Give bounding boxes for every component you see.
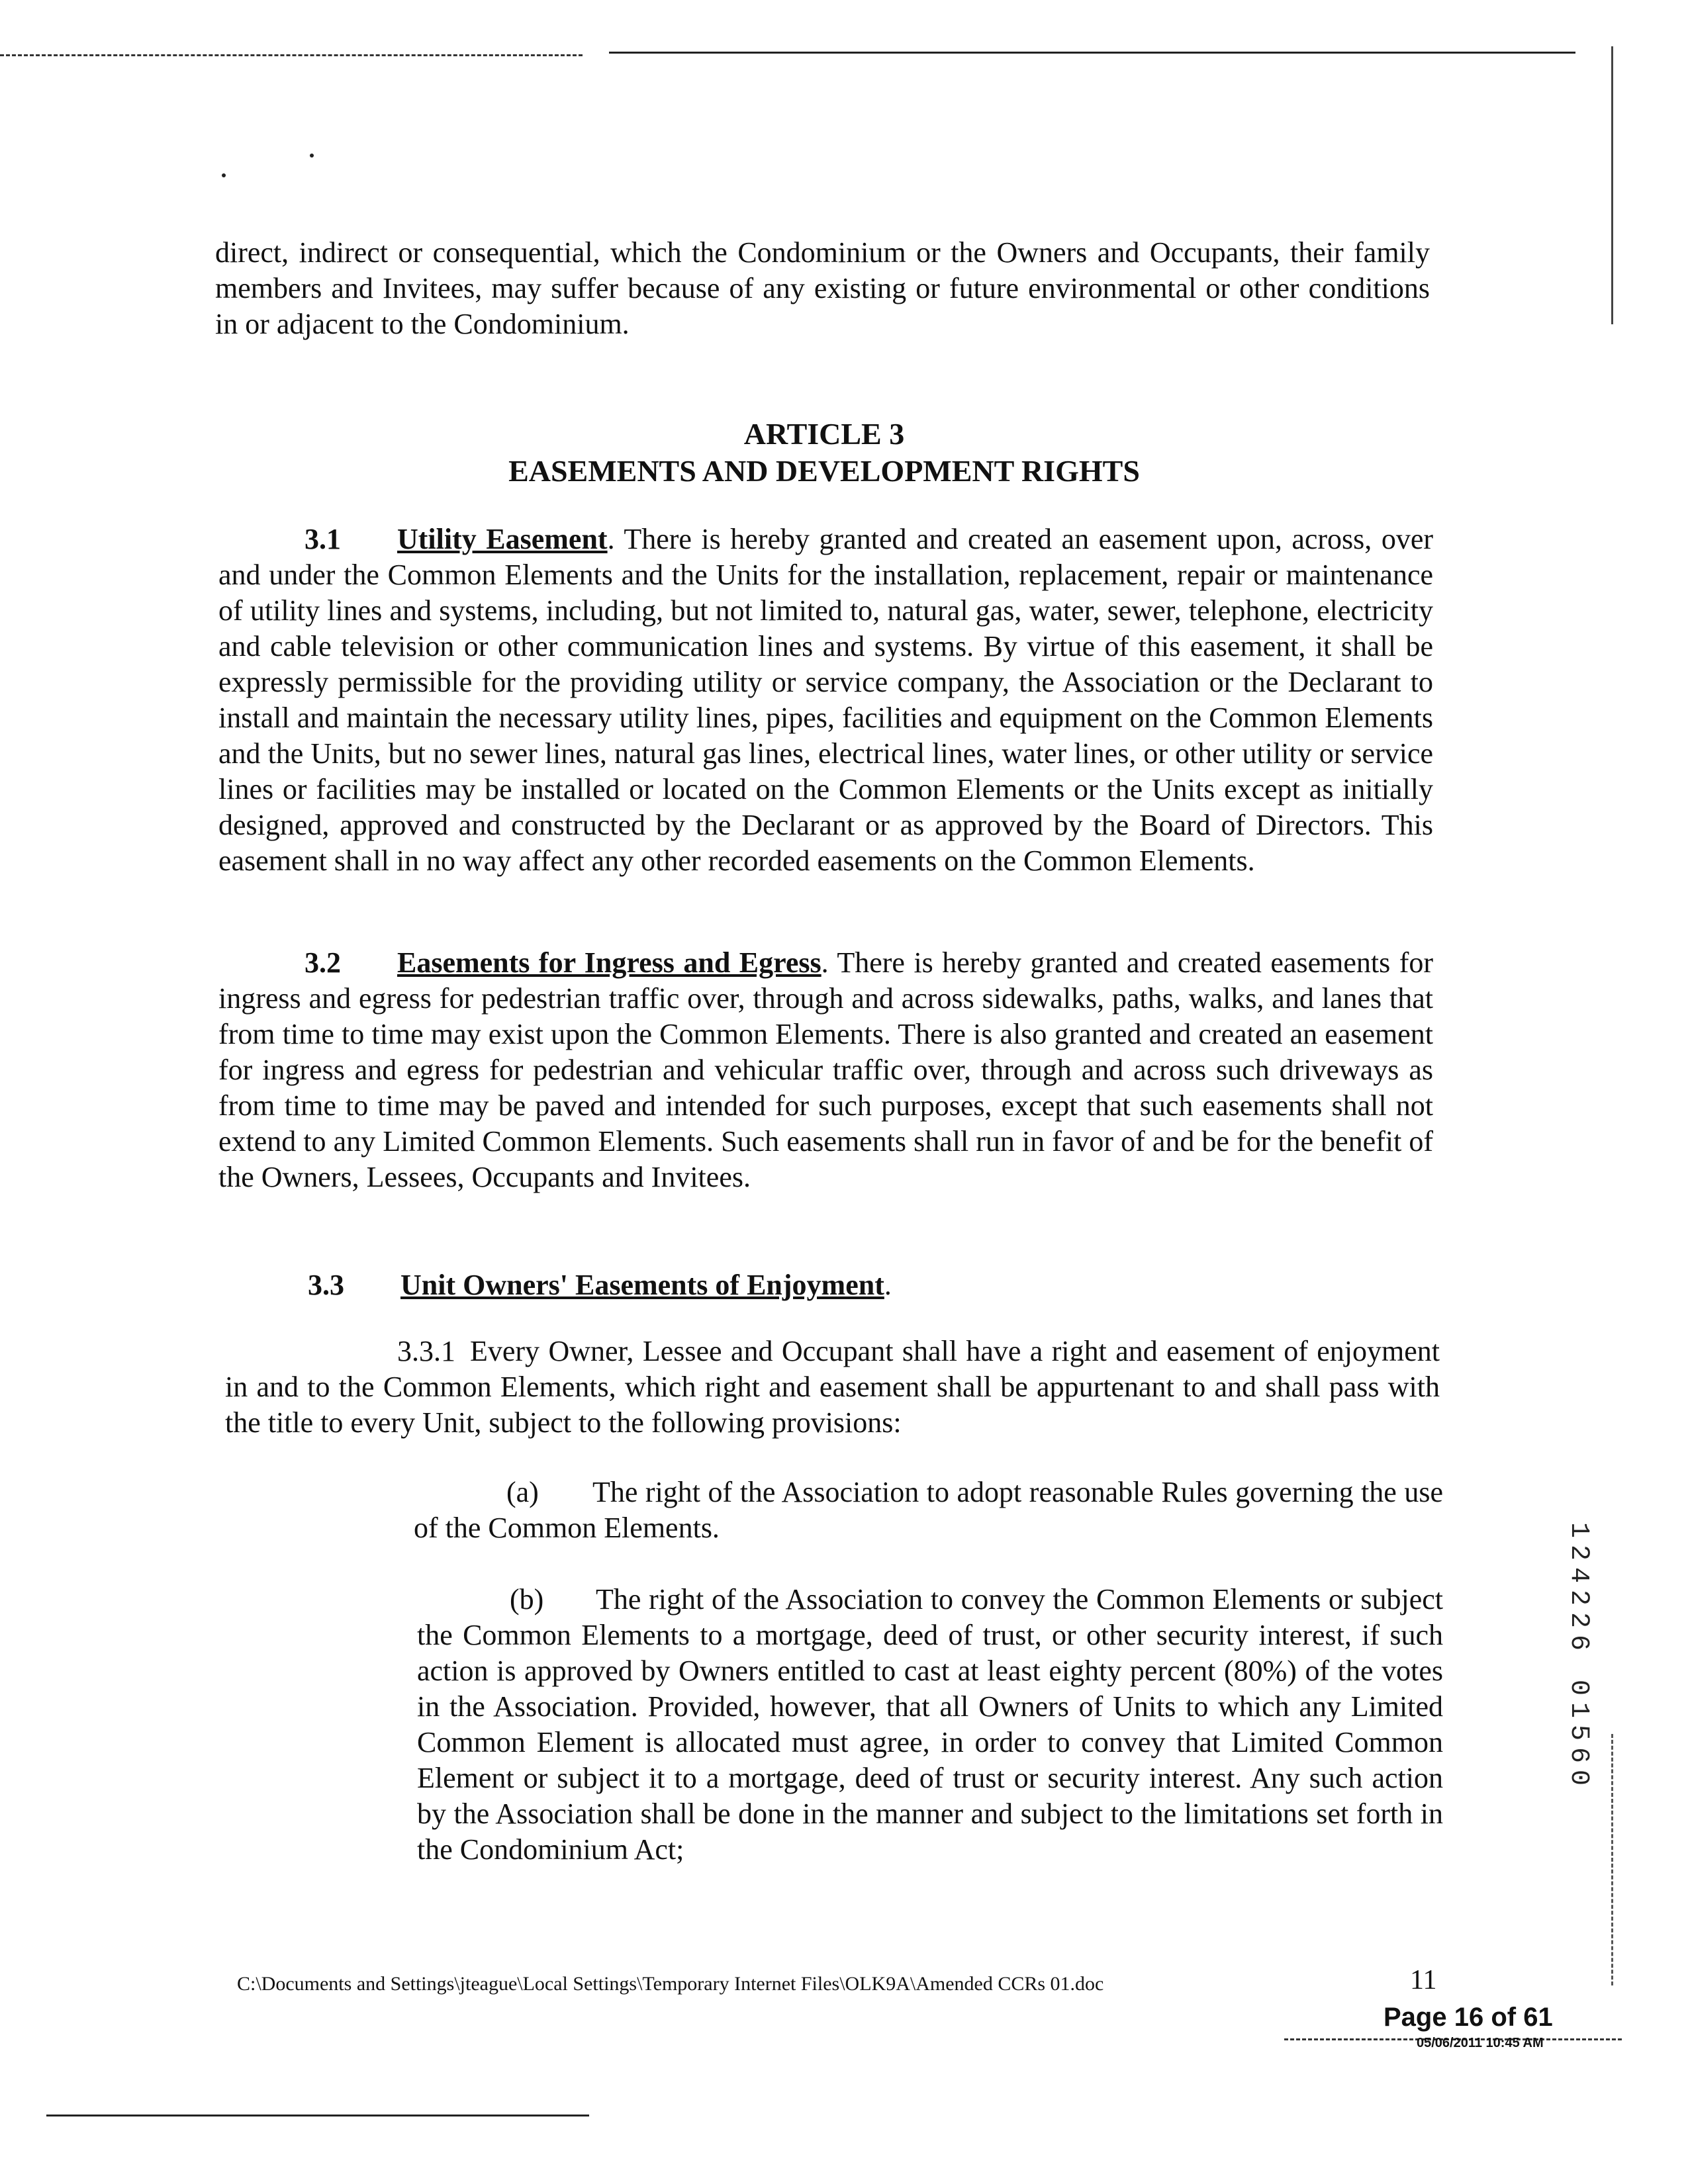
subsection-body: Every Owner, Lessee and Occupant shall have a right and easement of enjoyment in and to the Common Elements, which right and easement shall be appurtenant to and shall pass with the title to every Unit, subject to the following provisions: [225, 1335, 1440, 1439]
footer-page-number: 11 [1410, 1965, 1437, 1995]
scan-speck [222, 173, 226, 177]
bottom-scan-line-left [46, 2115, 589, 2116]
section-3-3-1 [225, 1334, 1440, 1441]
subsection-number: 3.3.1 [397, 1335, 455, 1367]
section-number: 3.2 [305, 946, 341, 979]
provision-a [414, 1475, 1443, 1546]
section-title: Unit Owners' Easements of Enjoyment [400, 1269, 884, 1301]
section-body: . There is hereby granted and created easements for ingress and egress for pedestrian traffic over, through and across sidewalks, paths, walks, and lanes that from time to time may exist upon the Common Elements. There is also granted and created an easement for ingress and egress for pedestrian and vehicular traffic over, through and across such driveways as from time to time may be paved and intended for such purposes, except that such easements shall not extend to any Limited Common Elements. Such easements shall run in favor of and be for the benefit of the Owners, Lessees, Occupants and Invitees. [218, 946, 1433, 1193]
intro-paragraph: direct, indirect or consequential, which the Condominium or the Owners and Occupants, their family members and Invitees, may suffer because of any existing or future environmental or other conditions in or adjacent to the Condominium. [215, 236, 1430, 340]
section-title-suffix: . [884, 1269, 892, 1301]
recorder-page-stamp: Page 16 of 61 [1383, 2003, 1553, 2032]
provision-label: (b) [510, 1583, 544, 1615]
scan-speck [310, 154, 314, 158]
section-number: 3.3 [308, 1269, 344, 1301]
provision-label: (a) [506, 1476, 539, 1508]
right-scan-edge [1611, 46, 1613, 324]
recorder-date-stamp: 05/06/2011 10:45 AM [1417, 2036, 1544, 2050]
footer-file-path: C:\Documents and Settings\jteague\Local Settings\Temporary Internet Files\OLK9A\Amended CCRs 01.doc [237, 1973, 1104, 1995]
section-3-1 [218, 522, 1433, 879]
section-number: 3.1 [305, 523, 341, 555]
section-3-2 [218, 945, 1433, 1195]
right-scan-edge-lower [1611, 1734, 1613, 1985]
section-body: . There is hereby granted and created an easement upon, across, over and under the Common Elements and the Units for the installation, replacement, repair or maintenance of utility lines and systems, including, but not limited to, natural gas, water, sewer, telephone, electricity and cable television or other communication lines and systems. By virtue of this easement, it shall be expressly permissible for the providing utility or service company, the Association or the Declarant to install and maintain the necessary utility lines, pipes, facilities and equipment on the Common Elements and the Units, but no sewer lines, natural gas lines, electrical lines, water lines, or other utility or service lines or facilities may be installed or located on the Common Elements or the Units except as initially designed, approved and constructed by the Declarant or as approved by the Board of Directors. This easement shall in no way affect any other recorded easements on the Common Elements. [218, 523, 1434, 877]
top-scan-line-left [0, 54, 583, 56]
article-number: ARTICLE 3 [743, 417, 905, 451]
provision-b [417, 1582, 1443, 1868]
section-3-3 [222, 1267, 1436, 1303]
recording-margin-code: 124226 01560 [1564, 1522, 1593, 1793]
section-title: Easements for Ingress and Egress [397, 946, 821, 979]
provision-body: The right of the Association to adopt reasonable Rules governing the use of the Common Elements. [414, 1476, 1443, 1544]
top-scan-line-right [609, 52, 1575, 54]
article-title: EASEMENTS AND DEVELOPMENT RIGHTS [508, 454, 1140, 488]
section-title: Utility Easement [397, 523, 608, 555]
provision-body: The right of the Association to convey the Common Elements or subject the Common Elements to a mortgage, deed of trust, or other security interest, if such action is approved by Owners entitled to cast at least eighty percent (80%) of the votes in the Association. Provided, however, that all Owners of Units to which any Limited Common Element is allocated must agree, in order to convey that Limited Common Element or subject it to a mortgage, deed of trust or security interest. Any such action by the Association shall be done in the manner and subject to the limitations set forth in the Condominium Act; [417, 1583, 1443, 1866]
